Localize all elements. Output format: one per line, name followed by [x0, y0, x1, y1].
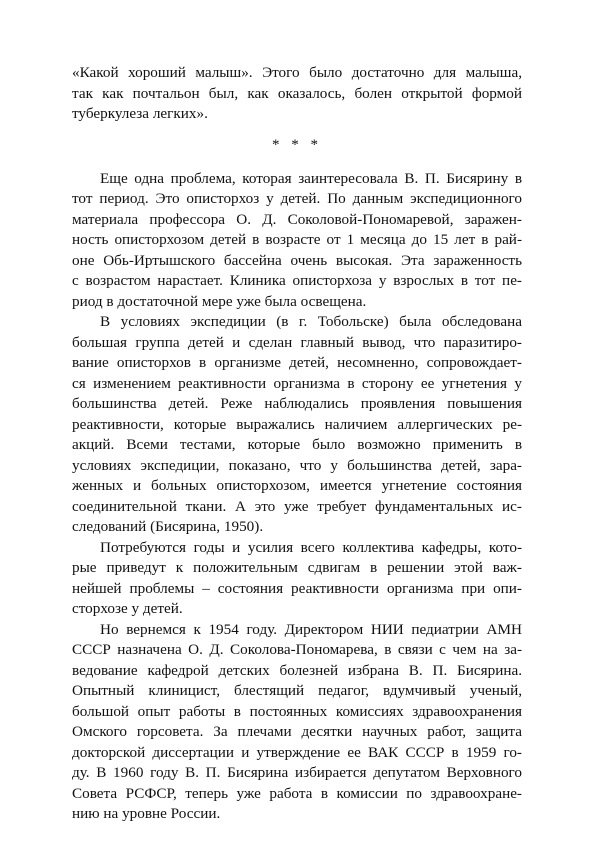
paragraph — [72, 312, 522, 538]
text-line: рые приведут к положительным сдвигам в решении этой важ- — [72, 559, 522, 576]
text-line: Совета РСФСР, теперь уже работа в комиссии по здравоохране- — [72, 784, 522, 802]
text-line: нию на уровне России. — [72, 805, 221, 822]
text-line: сторхозе у детей. — [72, 600, 183, 617]
text-line: большой опыт работы в постоянных комиссиях здравоохранения — [72, 702, 522, 720]
text-line: большинства детей. Реже наблюдались проявления повышения — [72, 395, 522, 412]
text-line: СССР назначена О. Д. Соколова-Пономарева, в связи с чем на за- — [72, 641, 522, 658]
text-line: туберкулеза легких». — [72, 105, 208, 122]
text-line: ность описторхозом детей в возрасте от 1 месяца до 15 лет в рай- — [72, 231, 522, 248]
paragraph — [72, 169, 522, 313]
text-line: с возрастом нарастает. Клиника описторхоза у взрослых в тот пе- — [72, 272, 522, 289]
text-line: тот период. Это описторхоз у детей. По данным экспедиционного — [72, 190, 522, 207]
text-line: условиях экспедиции, показано, что у большинства детей, зара- — [72, 456, 522, 474]
text-line: Еще одна проблема, которая заинтересовала В. П. Бисярину в — [100, 169, 522, 187]
text-line: ся изменением реактивности организма в сторону ее угнетения у — [72, 374, 522, 392]
text-line: ду. В 1960 году В. П. Бисярина избирается депутатом Верховного — [72, 764, 522, 781]
paragraph-continuation — [72, 63, 522, 125]
paragraph — [72, 538, 522, 620]
text-line: нейшей проблемы – состояния реактивности организма при опи- — [72, 579, 522, 597]
text-line: вание описторхов в организме детей, несомненно, сопровождает- — [72, 354, 522, 371]
text-line: докторской диссертации и утверждение ее ВАК СССР в 1959 го- — [72, 743, 522, 761]
text-line: Потребуются годы и усилия всего коллектива кафедры, кото- — [100, 538, 522, 556]
text-line: так как почтальон был, как оказалось, болен открытой формой — [72, 84, 522, 102]
text-line: большая группа детей и сделан главный вывод, что паразитиро- — [72, 333, 522, 351]
text-line: материала профессора О. Д. Соколовой-Пономаревой, заражен- — [72, 210, 522, 228]
text-line: Но вернемся к 1954 году. Директором НИИ педиатрии АМН — [100, 620, 522, 638]
text-line: Опытный клиницист, блестящий педагог, вдумчивый ученый, — [72, 682, 522, 699]
text-line: следований (Бисярина, 1950). — [72, 518, 264, 535]
text-line: акций. Всеми тестами, которые было возможно применить в — [72, 436, 522, 453]
section-separator: * * * — [272, 136, 322, 153]
text-line: Омского горсовета. За плечами десятки научных работ, защита — [72, 723, 522, 740]
text-line: ведование кафедрой детских болезней избрана В. П. Бисярина. — [72, 661, 522, 679]
text-line: женных и больных описторхозом, имеется угнетение состояния — [72, 477, 522, 494]
text-line: риод в достаточной мере уже была освещена. — [72, 292, 367, 310]
text-line: оне Обь-Иртышского бассейна очень высокая. Эта зараженность — [72, 251, 522, 269]
text-line: соединительной ткани. А это уже требует фундаментальных ис- — [72, 497, 522, 515]
text-line: «Какой хороший малыш». Этого было достаточно для малыша, — [72, 64, 522, 81]
paragraph — [72, 620, 522, 825]
text-line: реактивности, которые выражались наличием аллергических ре- — [72, 415, 522, 433]
text-line: В условиях экспедиции (в г. Тобольске) была обследована — [100, 313, 522, 330]
